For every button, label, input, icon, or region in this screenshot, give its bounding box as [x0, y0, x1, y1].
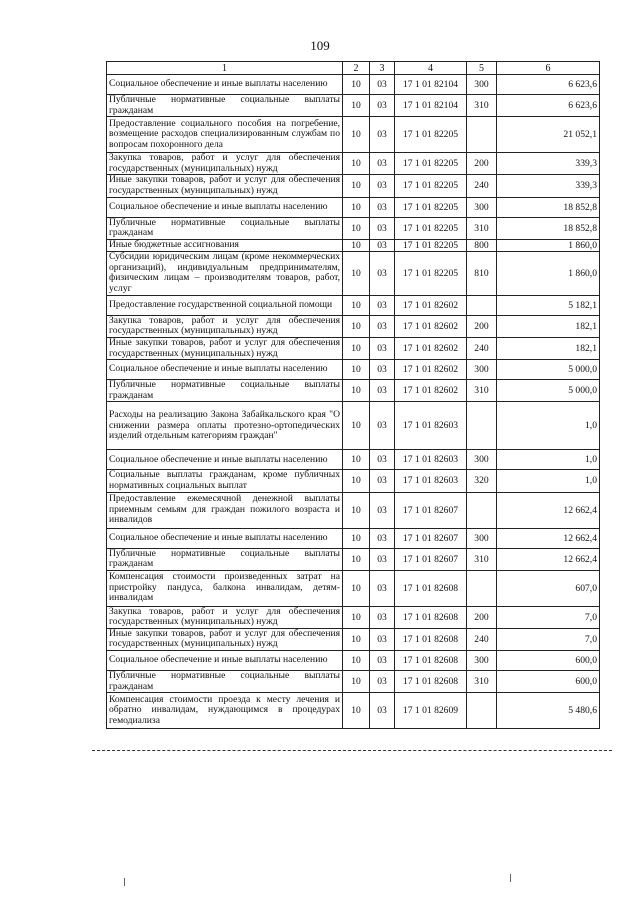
row-expense-type-cell: 320 — [467, 470, 497, 492]
row-target-code-cell: 17 1 01 82205 — [395, 153, 467, 175]
header-cell-subsection: 3 — [370, 62, 395, 75]
row-section-cell: 10 — [343, 528, 370, 548]
row-subsection-cell: 03 — [370, 548, 395, 570]
table-row — [107, 528, 600, 548]
row-expense-type-cell — [467, 492, 497, 528]
row-expense-type-cell — [467, 117, 497, 153]
row-target-code-cell: 17 1 01 82609 — [395, 693, 467, 729]
row-expense-type-cell: 310 — [467, 217, 497, 239]
row-section-cell: 10 — [343, 217, 370, 239]
row-name-cell: Социальные выплаты гражданам, кроме публичных нормативных социальных выплат — [107, 470, 343, 492]
table-row — [107, 315, 600, 337]
row-section-cell: 10 — [343, 295, 370, 315]
row-section-cell: 10 — [343, 450, 370, 470]
row-section-cell: 10 — [343, 95, 370, 117]
row-section-cell: 10 — [343, 570, 370, 606]
row-amount-cell: 18 852,8 — [497, 197, 600, 217]
row-expense-type-cell — [467, 570, 497, 606]
table-row — [107, 239, 600, 251]
row-target-code-cell: 17 1 01 82104 — [395, 95, 467, 117]
table-row — [107, 360, 600, 380]
row-expense-type-cell: 300 — [467, 75, 497, 95]
row-name-cell: Предоставление государственной социальной помощи — [107, 295, 343, 315]
row-subsection-cell: 03 — [370, 217, 395, 239]
row-expense-type-cell: 200 — [467, 153, 497, 175]
row-amount-cell: 5 182,1 — [497, 295, 600, 315]
row-name-cell: Социальное обеспечение и иные выплаты населению — [107, 360, 343, 380]
row-subsection-cell: 03 — [370, 693, 395, 729]
table-row — [107, 548, 600, 570]
row-target-code-cell: 17 1 01 82608 — [395, 651, 467, 671]
row-section-cell: 10 — [343, 360, 370, 380]
row-target-code-cell: 17 1 01 82608 — [395, 671, 467, 693]
row-expense-type-cell — [467, 402, 497, 450]
table-row — [107, 651, 600, 671]
header-cell-name: 1 — [107, 62, 343, 75]
row-amount-cell: 21 052,1 — [497, 117, 600, 153]
table-row — [107, 197, 600, 217]
row-name-cell: Иные закупки товаров, работ и услуг для обеспечения государственных (муниципальных) нужд — [107, 628, 343, 650]
row-expense-type-cell: 300 — [467, 197, 497, 217]
row-target-code-cell: 17 1 01 82205 — [395, 239, 467, 251]
row-subsection-cell: 03 — [370, 402, 395, 450]
row-amount-cell: 7,0 — [497, 606, 600, 628]
row-subsection-cell: 03 — [370, 380, 395, 402]
budget-table — [106, 61, 600, 729]
row-subsection-cell: 03 — [370, 651, 395, 671]
row-name-cell: Компенсация стоимости проезда к месту лечения и обратно инвалидам, нуждающимся в процедурах гемодиализа — [107, 693, 343, 729]
row-amount-cell: 1 860,0 — [497, 239, 600, 251]
row-amount-cell: 5 480,6 — [497, 693, 600, 729]
row-section-cell: 10 — [343, 380, 370, 402]
row-target-code-cell: 17 1 01 82608 — [395, 570, 467, 606]
row-target-code-cell: 17 1 01 82603 — [395, 450, 467, 470]
row-subsection-cell: 03 — [370, 671, 395, 693]
row-section-cell: 10 — [343, 239, 370, 251]
row-amount-cell: 600,0 — [497, 651, 600, 671]
row-expense-type-cell: 240 — [467, 175, 497, 197]
row-amount-cell: 1 860,0 — [497, 251, 600, 295]
table-row — [107, 470, 600, 492]
row-amount-cell: 339,3 — [497, 175, 600, 197]
row-subsection-cell: 03 — [370, 450, 395, 470]
table-row — [107, 95, 600, 117]
row-subsection-cell: 03 — [370, 117, 395, 153]
row-amount-cell: 182,1 — [497, 315, 600, 337]
row-expense-type-cell: 200 — [467, 315, 497, 337]
row-name-cell: Расходы на реализацию Закона Забайкальского края "О снижении размера оплаты протезно-ортопедических изделий отдельным категориям граждан" — [107, 402, 343, 450]
row-amount-cell: 1,0 — [497, 450, 600, 470]
table-row — [107, 492, 600, 528]
row-section-cell: 10 — [343, 315, 370, 337]
row-amount-cell: 339,3 — [497, 153, 600, 175]
row-target-code-cell: 17 1 01 82205 — [395, 251, 467, 295]
row-subsection-cell: 03 — [370, 337, 395, 359]
row-target-code-cell: 17 1 01 82607 — [395, 548, 467, 570]
row-name-cell: Закупка товаров, работ и услуг для обеспечения государственных (муниципальных) нужд — [107, 153, 343, 175]
row-amount-cell: 7,0 — [497, 628, 600, 650]
row-name-cell: Компенсация стоимости произведенных затрат на пристройку пандуса, балкона инвалидам, детям-инвалидам — [107, 570, 343, 606]
row-name-cell: Иные закупки товаров, работ и услуг для обеспечения государственных (муниципальных) нужд — [107, 175, 343, 197]
row-amount-cell: 182,1 — [497, 337, 600, 359]
row-section-cell: 10 — [343, 117, 370, 153]
table-row — [107, 628, 600, 650]
row-section-cell: 10 — [343, 175, 370, 197]
row-expense-type-cell — [467, 295, 497, 315]
row-name-cell: Иные закупки товаров, работ и услуг для обеспечения государственных (муниципальных) нужд — [107, 337, 343, 359]
row-expense-type-cell: 310 — [467, 95, 497, 117]
row-target-code-cell: 17 1 01 82603 — [395, 470, 467, 492]
row-subsection-cell: 03 — [370, 295, 395, 315]
row-subsection-cell: 03 — [370, 606, 395, 628]
row-target-code-cell: 17 1 01 82603 — [395, 402, 467, 450]
table-header-row — [107, 62, 600, 75]
row-target-code-cell: 17 1 01 82205 — [395, 197, 467, 217]
row-expense-type-cell: 810 — [467, 251, 497, 295]
table-row — [107, 402, 600, 450]
row-name-cell: Субсидии юридическим лицам (кроме некоммерческих организаций), индивидуальным предпринимателям, физическим лицам – производителям товаров, работ, услуг — [107, 251, 343, 295]
row-name-cell: Предоставление социального пособия на погребение, возмещение расходов специализированным службам по вопросам похоронного дела — [107, 117, 343, 153]
table-row — [107, 217, 600, 239]
row-target-code-cell: 17 1 01 82608 — [395, 606, 467, 628]
row-section-cell: 10 — [343, 651, 370, 671]
row-amount-cell: 12 662,4 — [497, 492, 600, 528]
row-name-cell: Закупка товаров, работ и услуг для обеспечения государственных (муниципальных) нужд — [107, 315, 343, 337]
row-amount-cell: 18 852,8 — [497, 217, 600, 239]
page-number: 109 — [310, 38, 330, 53]
row-section-cell: 10 — [343, 75, 370, 95]
row-amount-cell: 5 000,0 — [497, 360, 600, 380]
row-expense-type-cell — [467, 693, 497, 729]
row-target-code-cell: 17 1 01 82205 — [395, 217, 467, 239]
row-subsection-cell: 03 — [370, 95, 395, 117]
row-section-cell: 10 — [343, 337, 370, 359]
row-subsection-cell: 03 — [370, 570, 395, 606]
table-row — [107, 337, 600, 359]
header-cell-target-code: 4 — [395, 62, 467, 75]
row-amount-cell: 1,0 — [497, 470, 600, 492]
row-subsection-cell: 03 — [370, 360, 395, 380]
table-row — [107, 671, 600, 693]
table-row — [107, 117, 600, 153]
row-name-cell: Предоставление ежемесячной денежной выплаты приемным семьям для граждан пожилого возраста и инвалидов — [107, 492, 343, 528]
row-subsection-cell: 03 — [370, 197, 395, 217]
row-name-cell: Социальное обеспечение и иные выплаты населению — [107, 75, 343, 95]
table-row — [107, 450, 600, 470]
row-expense-type-cell: 300 — [467, 651, 497, 671]
row-section-cell: 10 — [343, 492, 370, 528]
row-target-code-cell: 17 1 01 82205 — [395, 117, 467, 153]
row-subsection-cell: 03 — [370, 239, 395, 251]
row-name-cell: Социальное обеспечение и иные выплаты населению — [107, 450, 343, 470]
row-name-cell: Публичные нормативные социальные выплаты гражданам — [107, 217, 343, 239]
header-cell-expense-type: 5 — [467, 62, 497, 75]
row-amount-cell: 600,0 — [497, 671, 600, 693]
row-subsection-cell: 03 — [370, 470, 395, 492]
row-section-cell: 10 — [343, 197, 370, 217]
row-section-cell: 10 — [343, 606, 370, 628]
row-expense-type-cell: 300 — [467, 450, 497, 470]
row-section-cell: 10 — [343, 693, 370, 729]
table-row — [107, 251, 600, 295]
row-section-cell: 10 — [343, 628, 370, 650]
row-expense-type-cell: 240 — [467, 337, 497, 359]
row-name-cell: Публичные нормативные социальные выплаты гражданам — [107, 671, 343, 693]
scan-artifact-mark — [124, 878, 125, 886]
table-row — [107, 380, 600, 402]
row-name-cell: Публичные нормативные социальные выплаты гражданам — [107, 548, 343, 570]
row-section-cell: 10 — [343, 402, 370, 450]
row-section-cell: 10 — [343, 470, 370, 492]
row-subsection-cell: 03 — [370, 528, 395, 548]
row-amount-cell: 12 662,4 — [497, 528, 600, 548]
row-name-cell: Закупка товаров, работ и услуг для обеспечения государственных (муниципальных) нужд — [107, 606, 343, 628]
row-expense-type-cell: 800 — [467, 239, 497, 251]
table-row — [107, 606, 600, 628]
table-row — [107, 175, 600, 197]
row-name-cell: Социальное обеспечение и иные выплаты населению — [107, 651, 343, 671]
row-amount-cell: 607,0 — [497, 570, 600, 606]
row-name-cell: Социальное обеспечение и иные выплаты населению — [107, 528, 343, 548]
header-cell-section: 2 — [343, 62, 370, 75]
scan-artifact-line — [92, 750, 612, 752]
row-target-code-cell: 17 1 01 82602 — [395, 315, 467, 337]
row-expense-type-cell: 310 — [467, 671, 497, 693]
row-section-cell: 10 — [343, 153, 370, 175]
row-target-code-cell: 17 1 01 82608 — [395, 628, 467, 650]
row-subsection-cell: 03 — [370, 75, 395, 95]
scan-artifact-mark — [510, 874, 511, 882]
row-target-code-cell: 17 1 01 82602 — [395, 360, 467, 380]
row-target-code-cell: 17 1 01 82104 — [395, 75, 467, 95]
row-subsection-cell: 03 — [370, 492, 395, 528]
row-amount-cell: 6 623,6 — [497, 75, 600, 95]
table-body — [107, 75, 600, 729]
row-name-cell: Социальное обеспечение и иные выплаты населению — [107, 197, 343, 217]
row-target-code-cell: 17 1 01 82602 — [395, 295, 467, 315]
table-row — [107, 295, 600, 315]
row-expense-type-cell: 300 — [467, 528, 497, 548]
row-section-cell: 10 — [343, 548, 370, 570]
row-target-code-cell: 17 1 01 82607 — [395, 492, 467, 528]
row-target-code-cell: 17 1 01 82607 — [395, 528, 467, 548]
header-cell-amount: 6 — [497, 62, 600, 75]
row-amount-cell: 12 662,4 — [497, 548, 600, 570]
row-amount-cell: 6 623,6 — [497, 95, 600, 117]
table-row — [107, 570, 600, 606]
row-name-cell: Публичные нормативные социальные выплаты гражданам — [107, 380, 343, 402]
row-expense-type-cell: 240 — [467, 628, 497, 650]
row-amount-cell: 5 000,0 — [497, 380, 600, 402]
table-row — [107, 153, 600, 175]
row-section-cell: 10 — [343, 671, 370, 693]
row-name-cell: Иные бюджетные ассигнования — [107, 239, 343, 251]
row-name-cell: Публичные нормативные социальные выплаты гражданам — [107, 95, 343, 117]
table-row — [107, 693, 600, 729]
row-expense-type-cell: 300 — [467, 360, 497, 380]
row-expense-type-cell: 310 — [467, 548, 497, 570]
row-amount-cell: 1,0 — [497, 402, 600, 450]
row-subsection-cell: 03 — [370, 628, 395, 650]
row-target-code-cell: 17 1 01 82205 — [395, 175, 467, 197]
row-subsection-cell: 03 — [370, 175, 395, 197]
row-target-code-cell: 17 1 01 82602 — [395, 380, 467, 402]
row-subsection-cell: 03 — [370, 251, 395, 295]
row-subsection-cell: 03 — [370, 153, 395, 175]
row-subsection-cell: 03 — [370, 315, 395, 337]
table-row — [107, 75, 600, 95]
row-expense-type-cell: 310 — [467, 380, 497, 402]
row-expense-type-cell: 200 — [467, 606, 497, 628]
row-section-cell: 10 — [343, 251, 370, 295]
row-target-code-cell: 17 1 01 82602 — [395, 337, 467, 359]
